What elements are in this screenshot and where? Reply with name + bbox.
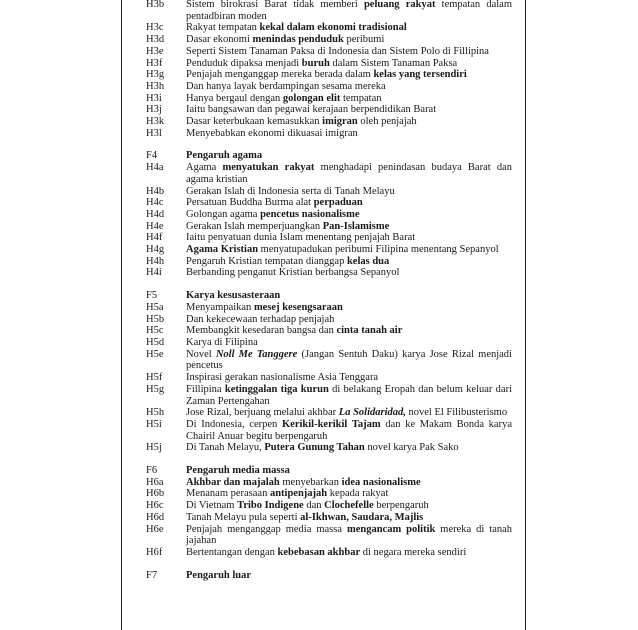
item-text: Pengaruh agama <box>186 150 263 162</box>
item-code: H5j <box>146 442 162 454</box>
list-item <box>146 46 512 58</box>
section-heading <box>146 290 512 302</box>
item-text: Golongan agama pencetus nasionalisme <box>186 208 360 220</box>
list-item <box>146 128 512 140</box>
item-text: Rakyat tempatan kekal dalam ekonomi tradisional <box>186 22 407 34</box>
item-text: Di Tanah Melayu, Putera Gunung Tahan novel karya Pak Sako <box>186 442 459 454</box>
list-item <box>146 162 512 185</box>
item-text: Di Vietnam Tribo Indigene dan Clochefelle berpengaruh <box>186 500 429 512</box>
list-item <box>146 267 512 279</box>
item-code: H6d <box>146 511 165 523</box>
item-code: H6a <box>146 476 164 488</box>
list-item <box>146 488 512 500</box>
item-code: H4e <box>146 220 164 232</box>
item-code: H4i <box>146 267 162 279</box>
item-text: Novel Noll Me Tanggere (Jangan Sentuh Daku) karya Jose Rizal menjadi pencetus <box>186 348 512 372</box>
item-code: H4b <box>146 185 165 197</box>
list-item <box>146 197 512 209</box>
list-item <box>146 186 512 198</box>
item-code: H3b <box>146 0 165 10</box>
item-code: H3f <box>146 57 163 69</box>
list-item <box>146 22 512 34</box>
item-text: Jose Rizal, berjuang melalui akhbar La Solidaridad, novel El Filibusterismo <box>186 407 508 419</box>
list-item <box>146 314 512 326</box>
list-item <box>146 337 512 349</box>
list-item <box>146 500 512 512</box>
list-item <box>146 512 512 524</box>
item-text: Inspirasi gerakan nasionalisme Asia Tenggara <box>186 372 379 384</box>
list-item <box>146 477 512 489</box>
item-text: Sistem birokrasi Barat tidak memberi peluang rakyat tempatan dalam pentadbiran moden <box>186 0 513 22</box>
list-item <box>146 384 512 407</box>
list-item <box>146 221 512 233</box>
item-text: Penjajah menganggap media massa mengancam politik mereka di tanah jajahan <box>186 523 513 547</box>
section-heading <box>146 150 512 162</box>
item-code: H3c <box>146 22 164 34</box>
item-code: H3i <box>146 92 162 104</box>
item-code: H5d <box>146 336 165 348</box>
item-text: Pengaruh luar <box>186 569 252 581</box>
list-item <box>146 34 512 46</box>
item-text: Membangkit kesedaran bangsa dan cinta tanah air <box>186 325 403 337</box>
item-code: H6c <box>146 500 164 512</box>
list-item <box>146 81 512 93</box>
list-item <box>146 93 512 105</box>
list-item <box>146 442 512 454</box>
item-code: H6e <box>146 523 164 535</box>
item-code: H5e <box>146 348 164 360</box>
list-item <box>146 325 512 337</box>
list-item <box>146 256 512 268</box>
item-text: Menanam perasaan antipenjajah kepada rakyat <box>186 488 389 500</box>
item-text: Pengaruh Kristian tempatan dianggap kelas dua <box>186 255 390 267</box>
item-text: Pengaruh media massa <box>186 465 290 477</box>
list-item <box>146 244 512 256</box>
list-item <box>146 419 512 442</box>
list-item <box>146 116 512 128</box>
list-item <box>146 547 512 559</box>
item-code: H5i <box>146 418 162 430</box>
item-text: Menyampaikan mesej kesengsaraan <box>186 301 343 313</box>
item-code: H4c <box>146 197 164 209</box>
item-text: Dan kekecewaan terhadap penjajah <box>186 313 335 325</box>
item-code: H4f <box>146 232 163 244</box>
item-text: Berbanding penganut Kristian berbangsa Sepanyol <box>186 267 400 279</box>
item-text: Penjajah menganggap mereka berada dalam kelas yang tersendiri <box>186 69 467 81</box>
item-text: Gerakan Islah memperjuangkan Pan-Islamisme <box>186 220 390 232</box>
item-code: H3j <box>146 104 162 116</box>
item-text: Karya di Filipina <box>186 336 258 348</box>
notes-list <box>146 0 512 581</box>
list-item <box>146 302 512 314</box>
item-text: Seperti Sistem Tanaman Paksa di Indonesia dan Sistem Polo di Fillipina <box>186 45 489 57</box>
item-code: F5 <box>146 290 158 302</box>
item-code: H3g <box>146 69 165 81</box>
list-item <box>146 524 512 547</box>
item-text: Di Indonesia, cerpen Kerikil-kerikil Tajam dan ke Makam Bonda karya Chairil Anuar begitu berpengaruh <box>186 418 512 442</box>
item-code: H5g <box>146 383 165 395</box>
list-item <box>146 209 512 221</box>
item-code: H3h <box>146 80 165 92</box>
item-code: H5b <box>146 313 165 325</box>
item-code: H5h <box>146 407 165 419</box>
item-text: Dasar keterbukaan kemasukkan imigran oleh penjajah <box>186 116 417 128</box>
item-code: F7 <box>146 569 158 581</box>
list-item <box>146 407 512 419</box>
left-margin-rule <box>121 0 122 630</box>
item-code: H4h <box>146 255 165 267</box>
item-text: Penduduk dipaksa menjadi buruh dalam Sistem Tanaman Paksa <box>186 57 458 69</box>
item-code: H6f <box>146 546 163 558</box>
list-item <box>146 58 512 70</box>
item-code: F6 <box>146 465 158 477</box>
item-text: Gerakan Islah di Indonesia serta di Tanah Melayu <box>186 185 395 197</box>
item-text: Iaitu penyatuan dunia Islam menentang penjajah Barat <box>186 232 416 244</box>
item-code: H6b <box>146 488 165 500</box>
item-text: Agama menyatukan rakyat menghadapi penindasan budaya Barat dan agama kristian <box>186 162 512 185</box>
list-item <box>146 69 512 81</box>
item-code: H4a <box>146 162 164 174</box>
item-code: H4g <box>146 244 165 256</box>
item-code: H3d <box>146 34 165 46</box>
list-item <box>146 349 512 372</box>
section-heading <box>146 570 512 582</box>
item-code: F4 <box>146 150 158 162</box>
item-code: H5f <box>146 372 163 384</box>
list-item <box>146 372 512 384</box>
item-code: H3k <box>146 116 165 128</box>
item-text: Akhbar dan majalah menyebarkan idea nasionalisme <box>186 476 421 488</box>
item-code: H5c <box>146 325 164 337</box>
item-code: H5a <box>146 301 164 313</box>
item-text: Bertentangan dengan kebebasan akhbar di negara mereka sendiri <box>186 546 467 558</box>
item-text: Fillipina ketinggalan tiga kurun di belakang Eropah dan belum keluar dari Zaman Pertengahan <box>186 383 512 407</box>
section-heading <box>146 465 512 477</box>
item-text: Dasar ekonomi menindas penduduk peribumi <box>186 34 385 46</box>
item-text: Tanah Melayu pula seperti al-Ikhwan, Saudara, Majlis <box>186 511 424 523</box>
list-item <box>146 104 512 116</box>
list-item <box>146 0 512 22</box>
item-code: H3l <box>146 127 162 139</box>
item-code: H3e <box>146 45 164 57</box>
item-code: H4d <box>146 208 165 220</box>
item-text: Dan hanya layak berdampingan sesama mereka <box>186 80 386 92</box>
item-text: Menyebabkan ekonomi dikuasai imigran <box>186 127 358 139</box>
item-text: Persatuan Buddha Burma alat perpaduan <box>186 197 363 209</box>
right-margin-rule <box>525 0 526 630</box>
item-text: Karya kesusasteraan <box>186 290 281 302</box>
item-text: Agama Kristian menyatupadukan peribumi Filipina menentang Sepanyol <box>186 244 499 256</box>
list-item <box>146 232 512 244</box>
item-text: Iaitu bangsawan dan pegawai kerajaan berpendidikan Barat <box>186 104 437 116</box>
item-text: Hanya bergaul dengan golongan elit tempatan <box>186 92 382 104</box>
